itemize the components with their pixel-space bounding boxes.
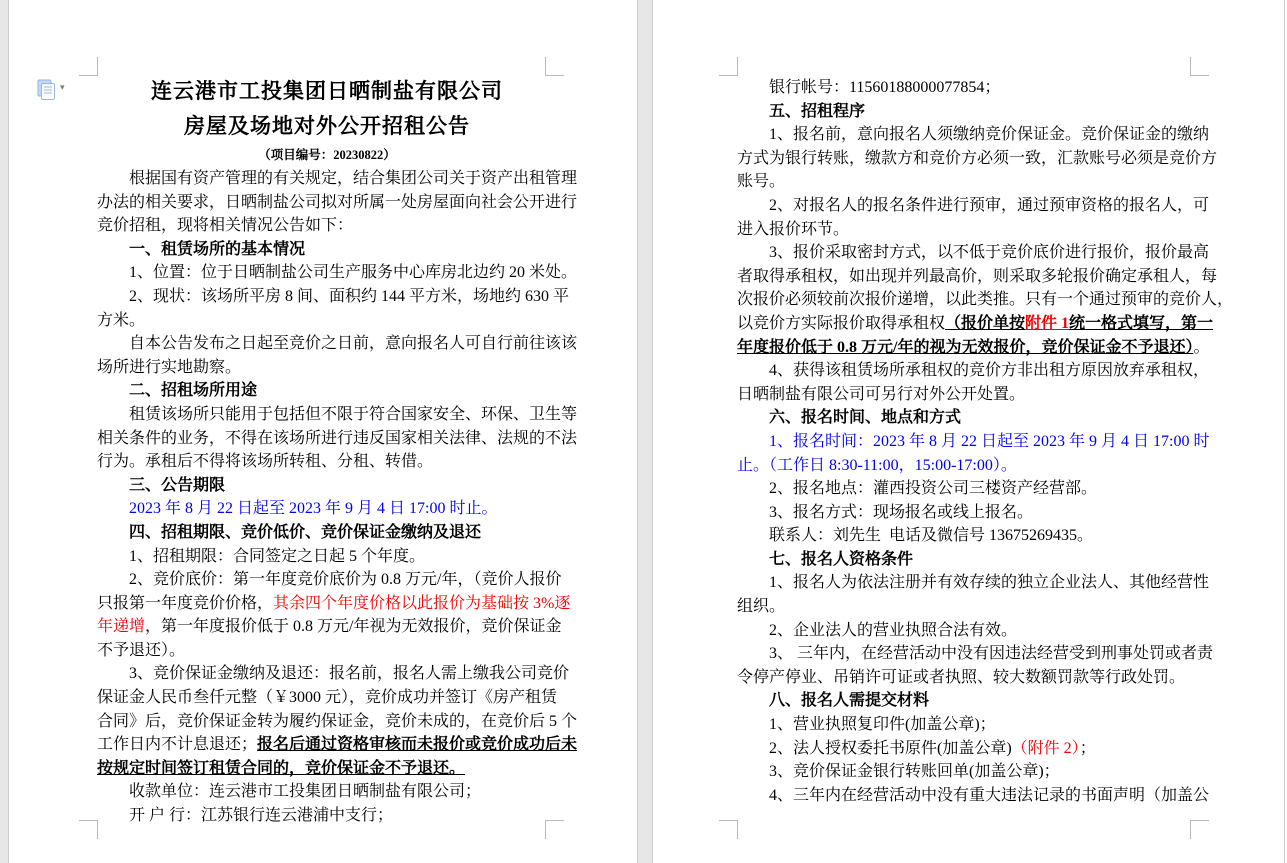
text-line: [97, 780, 557, 804]
text-segment: 银行帐号：11560188000077854；: [769, 79, 1001, 96]
text-line: [737, 359, 1210, 383]
text-segment: 保证金人民币叁仟元整（￥3000 元），竞价成功并签订《房产租赁: [97, 689, 558, 707]
text-segment: 办法的相关要求，日晒制盐公司拟对所属一处房屋面向社会公开进行: [97, 193, 578, 211]
canvas-left-margin: [0, 0, 9, 863]
text-segment: 报名后通过资格审核而未报价或竞价成功后未: [257, 736, 578, 754]
text-line: [97, 379, 557, 403]
text-segment: 者取得承租权，如出现并列最高价，则采取多轮报价确定承租人，每: [737, 267, 1218, 285]
text-line: [97, 238, 557, 262]
text-line: [737, 288, 1234, 312]
text-segment: 2、对报名人的报名条件进行预审，通过预审资格的报名人，可: [769, 196, 1210, 214]
text-segment: 二、招租场所用途: [129, 382, 258, 400]
text-line: [737, 737, 1202, 761]
text-line: [737, 336, 1210, 360]
margin-mark-icon: [719, 57, 738, 76]
text-line: [737, 619, 1202, 643]
text-line: [97, 332, 578, 356]
text-line: [97, 497, 557, 521]
text-segment: 租赁该场所只能用于包括但不限于符合国家安全、环保、卫生等: [129, 405, 578, 423]
text-line: [97, 403, 578, 427]
text-segment: 八、报名人需提交材料: [769, 692, 930, 710]
text-segment: 以竞价方实际报价取得承租权: [737, 314, 946, 332]
text-segment: 进入报价环节。: [737, 220, 850, 238]
text-line: [97, 356, 557, 380]
text-segment: 根据国有资产管理的有关规定，结合集团公司关于资产出租管理: [129, 170, 578, 187]
text-segment: 收款单位：连云港市工投集团日晒制盐有限公司；: [129, 783, 482, 801]
text-segment: 连云港市工投集团日晒制盐有限公司: [151, 79, 503, 103]
text-line: [97, 450, 557, 474]
text-segment: （报价单按: [945, 314, 1026, 332]
text-line: [737, 760, 1202, 784]
text-segment: 五、招租程序: [769, 102, 866, 120]
margin-mark-icon: [79, 820, 98, 839]
text-line: [97, 662, 570, 686]
text-line: [97, 615, 562, 639]
margin-mark-icon: [1190, 820, 1209, 839]
text-segment: 3、 三年内，在经营活动中没有因违法经营受到刑事处罚或者责: [769, 645, 1214, 663]
text-segment: 其余四个年度价格以此报价为基础按 3%逐: [273, 594, 571, 612]
margin-mark-icon: [719, 820, 738, 839]
page-gap: [637, 0, 653, 863]
text-line: [737, 713, 1202, 737]
text-segment: 六、报名时间、地点和方式: [769, 409, 962, 427]
text-line: [97, 710, 578, 734]
text-segment: 房屋及场地对外公开招租公告: [184, 114, 470, 138]
text-segment: 四、招租期限、竞价低价、竞价保证金缴纳及退还: [129, 523, 482, 541]
text-segment: （附件 2）: [1011, 739, 1080, 757]
text-segment: 场所进行实地勘察。: [97, 358, 242, 376]
text-line: [737, 548, 1202, 572]
text-line: [737, 123, 1210, 147]
text-line: [97, 261, 578, 285]
text-segment: 止。（工作日 8:30-11:00，15:00-17:00）。: [737, 456, 1017, 474]
text-segment: 1、报名人为依法注册并有效存续的独立企业法人、其他经营性: [769, 574, 1210, 592]
text-line: [737, 383, 1202, 407]
text-line: [737, 595, 1202, 619]
text-segment: ，第一年度报价低于 0.8 万元/年视为无效报价，竞价保证金: [145, 618, 562, 636]
text-line: [97, 733, 578, 757]
text-line: [97, 568, 562, 592]
text-line: [737, 642, 1214, 666]
text-segment: 1、营业执照复印件(加盖公章)；: [769, 716, 996, 734]
text-segment: 年递增: [97, 618, 146, 636]
text-segment: 1、招租期限：合同签定之日起 5 个年度。: [129, 547, 426, 565]
text-line: [97, 757, 557, 781]
text-segment: 令停产停业、吊销许可证或者执照、较大数额罚款等行政处罚。: [737, 668, 1186, 686]
text-segment: 行为。承租后不得将该场所转租、分租、转借。: [97, 453, 434, 471]
text-line: [737, 76, 1202, 100]
text-segment: 2023 年 8 月 22 日起至 2023 年 9 月 4 日 17:00 时止。: [129, 500, 498, 518]
text-segment: 日晒制盐有限公司可另行对外公开处置。: [737, 385, 1026, 403]
text-segment: 次报价必须较前次报价递增，以此类推。只有一个通过预审的竞价人，: [737, 291, 1234, 309]
text-line: [737, 666, 1202, 690]
text-line: [737, 571, 1210, 595]
text-line: [737, 147, 1218, 171]
text-segment: 统一格式填写，第一: [1069, 314, 1214, 332]
text-segment: 不予退还）。: [97, 641, 186, 659]
text-segment: 七、报名人资格条件: [769, 550, 914, 568]
text-line: [97, 214, 557, 238]
chevron-down-icon[interactable]: ▾: [60, 83, 65, 93]
text-segment: 2、企业法人的营业执照合法有效。: [769, 621, 1018, 639]
text-line: [97, 521, 557, 545]
text-segment: 年度报价低于 0.8 万元/年的视为无效报价，竞价保证金不予退还）: [737, 338, 1194, 356]
text-segment: 。: [1193, 338, 1210, 356]
text-segment: 方式为银行转账，缴款方和竞价方必须一致，汇款账号必须是竞价方: [737, 149, 1218, 167]
paste-options-button[interactable]: [36, 78, 70, 100]
text-segment: 方米。: [97, 311, 146, 329]
text-segment: 4、三年内在经营活动中没有重大违法记录的书面声明（加盖公: [769, 786, 1210, 804]
text-line: [97, 309, 557, 333]
text-segment: ；: [1079, 739, 1096, 757]
text-segment: 4、获得该租赁场所承租权的竞价方非出租方原因放弃承租权，: [769, 362, 1210, 380]
clipboard-icon: [36, 78, 56, 100]
text-segment: 2、现状：该场所平房 8 间、面积约 144 平方米，场地约 630 平: [129, 287, 570, 305]
document-page-2[interactable]: [737, 76, 1234, 807]
text-segment: 相关条件的业务，不得在该场所进行违反国家相关法律、法规的不法: [97, 429, 578, 447]
text-segment: 1、报名时间：2023 年 8 月 22 日起至 2023 年 9 月 4 日 17:00 时: [769, 432, 1210, 450]
text-line: [737, 784, 1210, 808]
text-line: [97, 144, 557, 167]
text-line: [737, 194, 1210, 218]
text-line: [737, 406, 1202, 430]
text-segment: 账号。: [737, 173, 786, 191]
text-segment: 3、竞价保证金银行转账回单(加盖公章)；: [769, 763, 1060, 781]
text-segment: 组织。: [737, 598, 786, 616]
text-line: [97, 592, 571, 616]
text-line: [97, 804, 557, 828]
text-line: [97, 686, 557, 710]
text-line: [97, 639, 557, 663]
text-segment: 只报第一年度竞价价格，: [97, 594, 274, 612]
text-segment: 三、公告期限: [129, 476, 226, 494]
text-segment: 2、报名地点：灌西投资公司三楼资产经营部。: [769, 480, 1098, 498]
text-line: [737, 218, 1202, 242]
text-segment: 合同》后，竞价保证金转为履约保证金，竞价未成的，在竞价后 5 个: [97, 712, 578, 730]
text-line: [737, 265, 1218, 289]
text-line: [97, 167, 578, 191]
text-segment: 附件 1: [1025, 314, 1070, 332]
text-line: [737, 524, 1202, 548]
text-line: [97, 74, 557, 109]
text-line: [97, 545, 557, 569]
text-line: [737, 689, 1202, 713]
text-line: [737, 454, 1202, 478]
text-segment: 1、报名前，意向报名人须缴纳竞价保证金。竞价保证金的缴纳: [769, 126, 1210, 144]
document-page-1[interactable]: [97, 74, 578, 828]
text-segment: 2、法人授权委托书原件(加盖公章): [769, 739, 1012, 757]
text-segment: 自本公告发布之日起至竞价之日前，意向报名人可自行前往该该: [129, 335, 578, 353]
text-line: [97, 109, 557, 144]
text-line: [737, 170, 1202, 194]
text-line: [737, 430, 1210, 454]
text-segment: 1、位置：位于日晒制盐公司生产服务中心库房北边约 20 米处。: [129, 264, 578, 282]
margin-mark-icon: [79, 57, 98, 76]
canvas-right-edge: [1284, 0, 1285, 863]
text-segment: 按规定时间签订租赁合同的，竞价保证金不予退还。: [97, 759, 466, 777]
text-segment: 开 户 行：江苏银行连云港浦中支行；: [129, 807, 394, 825]
text-segment: 工作日内不计息退还；: [97, 736, 258, 754]
text-line: [737, 501, 1202, 525]
text-segment: （项目编号：20230822）: [258, 148, 396, 162]
text-line: [737, 312, 1214, 336]
text-segment: 3、报名方式：现场报名或线上报名。: [769, 503, 1034, 521]
text-line: [97, 427, 578, 451]
text-line: [97, 191, 578, 215]
text-segment: 竞价招租，现将相关情况公告如下：: [97, 217, 354, 235]
text-line: [97, 285, 570, 309]
text-line: [737, 241, 1210, 265]
margin-mark-icon: [1190, 57, 1209, 76]
text-segment: 联系人：刘先生 电话及微信号 13675269435。: [769, 527, 1094, 545]
text-line: [97, 474, 557, 498]
text-segment: 3、竞价保证金缴纳及退还：报名前，报名人需上缴我公司竞价: [129, 665, 570, 683]
text-segment: 3、报价采取密封方式，以不低于竞价底价进行报价，报价最高: [769, 244, 1210, 262]
text-line: [737, 100, 1202, 124]
text-line: [737, 477, 1202, 501]
text-segment: 2、竞价底价：第一年度竞价底价为 0.8 万元/年，（竞价人报价: [129, 571, 562, 589]
text-segment: 一、租赁场所的基本情况: [129, 240, 306, 258]
